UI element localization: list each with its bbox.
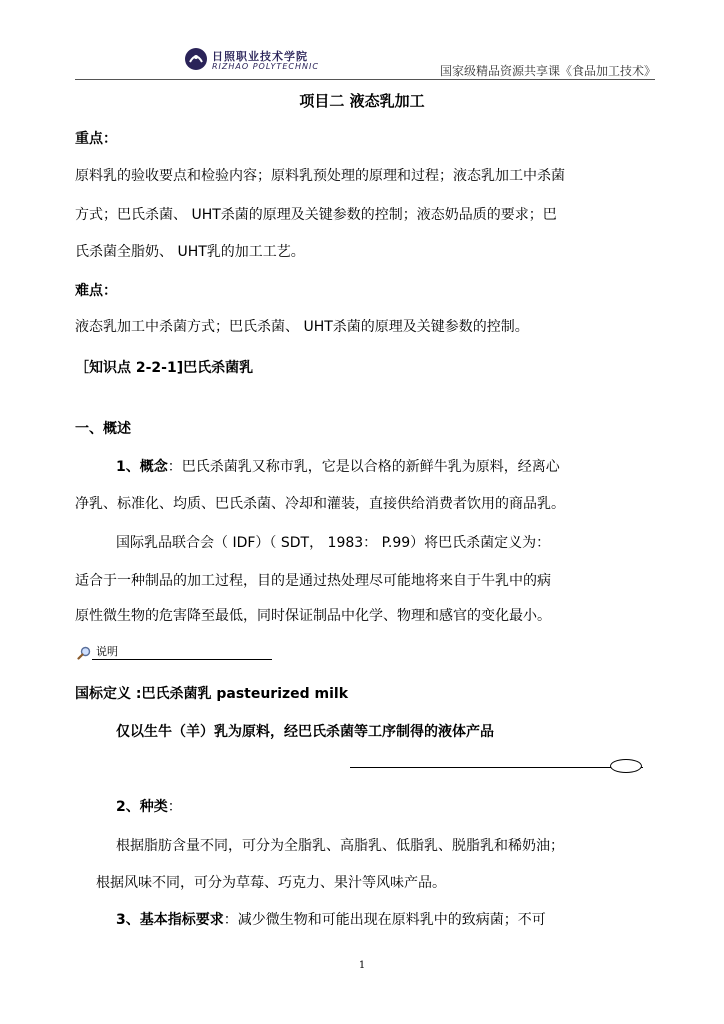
requirements-paragraph	[116, 910, 546, 930]
key-points-line: 氏杀菌全脂奶、 UHT乳的加工工艺。	[75, 244, 305, 260]
national-definition-text: 仅以生牛（羊）乳为原料，经巴氏杀菌等工序制得的液体产品	[116, 724, 494, 740]
concept-label: 1、概念	[116, 459, 168, 475]
header-divider	[75, 79, 655, 80]
concept-text: ：巴氏杀菌乳又称市乳，它是以合格的新鲜牛乳为原料，经离心	[167, 459, 560, 475]
key-points-line: 方式；巴氏杀菌、 UHT杀菌的原理及关键参数的控制；液态奶品质的要求；巴	[75, 207, 557, 223]
difficult-points-line: 液态乳加工中杀菌方式；巴氏杀菌、 UHT杀菌的原理及关键参数的控制。	[75, 319, 529, 335]
definition-underline	[350, 767, 643, 768]
types-line: 根据风味不同，可分为草莓、巧克力、果汁等风味产品。	[96, 875, 446, 891]
section-types-colon: ：	[167, 799, 182, 815]
idf-line: 国际乳品联合会（ IDF）（ SDT， 1983： P.99）将巴氏杀菌定义为：	[116, 535, 551, 551]
section-overview-heading: 一、概述	[75, 421, 131, 437]
idf-line: 原性微生物的危害降至最低，同时保证制品中化学、物理和感官的变化最小。	[75, 608, 551, 624]
school-name: 日照职业技术学院	[212, 50, 308, 63]
requirements-text: ：减少微生物和可能出现在原料乳中的致病菌；不可	[223, 912, 546, 928]
concept-line: 净乳、标准化、均质、巴氏杀菌、冷却和灌装，直接供给消费者饮用的商品乳。	[75, 496, 565, 512]
page-title: 项目二 液态乳加工	[299, 92, 425, 110]
course-title: 国家级精品资源共享课《食品加工技术》	[439, 64, 656, 78]
page-number: 1	[358, 960, 366, 971]
section-types-heading: 2、种类	[116, 799, 168, 815]
national-definition-label: 国标定义 :巴氏杀菌乳 pasteurized milk	[75, 686, 349, 702]
oval-shape	[610, 759, 642, 773]
knowledge-point-heading: ［知识点 2-2-1]巴氏杀菌乳	[75, 360, 254, 376]
requirements-heading: 3、基本指标要求	[116, 912, 224, 928]
difficult-points-label: 难点：	[75, 283, 117, 299]
school-name-english: RIZHAO POLYTECHNIC	[212, 62, 319, 71]
section-types-heading-row	[116, 797, 182, 817]
idf-line: 适合于一种制品的加工过程，目的是通过热处理尽可能地将来自于牛乳中的病	[75, 573, 551, 589]
note-label: 说明	[96, 645, 118, 658]
note-underline	[92, 659, 272, 660]
key-points-line: 原料乳的验收要点和检验内容；原料乳预处理的原理和过程；液态乳加工中杀菌	[75, 168, 565, 184]
key-points-label: 重点：	[75, 131, 117, 147]
school-logo	[185, 48, 207, 70]
types-line: 根据脂肪含量不同，可分为全脂乳、高脂乳、低脂乳、脱脂乳和稀奶油；	[116, 838, 564, 854]
magnifier-icon	[77, 645, 91, 659]
concept-paragraph	[116, 457, 560, 477]
